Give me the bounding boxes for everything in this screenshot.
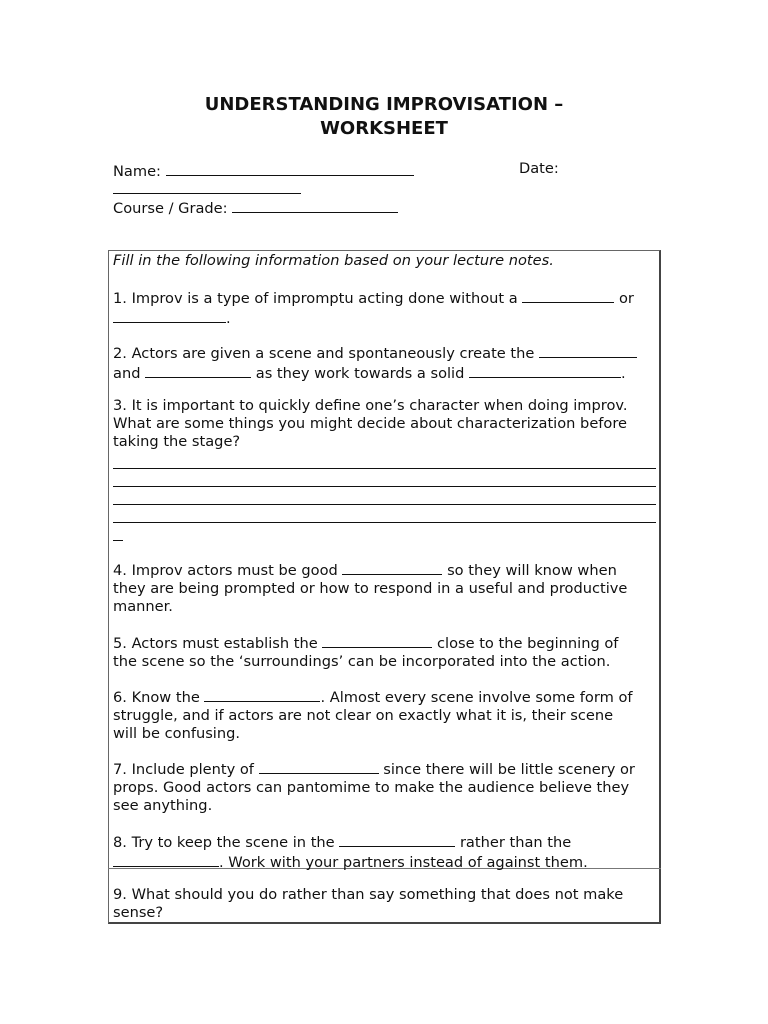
question-7 — [113, 759, 658, 815]
question-3 — [113, 397, 658, 451]
q3-answer-line-3[interactable] — [113, 504, 656, 505]
question-2 — [113, 343, 658, 383]
course-blank[interactable] — [232, 197, 398, 213]
q6-text-b: . Almost every scene involve some form of — [320, 689, 633, 706]
course-field — [113, 197, 398, 218]
q2-blank-1[interactable] — [539, 343, 637, 358]
q4-text-a: 4. Improv actors must be good — [113, 562, 338, 579]
q8-text-a: 8. Try to keep the scene in the — [113, 834, 335, 851]
instructions-text: Fill in the following information based on your lecture notes. — [113, 252, 554, 269]
q8-blank-1[interactable] — [339, 832, 455, 847]
question-4 — [113, 560, 658, 616]
q3-line-2: What are some things you might decide about characterization before — [113, 415, 628, 432]
worksheet-title — [0, 93, 768, 141]
q6-text-a: 6. Know the — [113, 689, 200, 706]
q8-blank-2[interactable] — [113, 852, 219, 867]
question-1 — [113, 288, 658, 328]
q6-blank-1[interactable] — [204, 687, 320, 702]
q7-line-2: props. Good actors can pantomime to make the audience believe they — [113, 779, 630, 796]
course-label: Course / Grade: — [113, 200, 228, 217]
q3-answer-line-4[interactable] — [113, 522, 656, 523]
question-6 — [113, 687, 658, 743]
title-line-1: UNDERSTANDING IMPROVISATION – — [204, 94, 564, 115]
q4-line-2: they are being prompted or how to respond in a useful and productive — [113, 580, 628, 597]
q6-line-2: struggle, and if actors are not clear on exactly what it is, their scene — [113, 707, 614, 724]
q1-text-b: or — [618, 290, 634, 307]
q1-text-a: 1. Improv is a type of impromptu acting done without a — [113, 290, 518, 307]
question-8 — [113, 832, 658, 872]
q9-line-1: 9. What should you do rather than say something that does not make — [113, 886, 624, 903]
date-blank[interactable] — [113, 193, 301, 194]
q5-text-b: close to the beginning of — [436, 635, 619, 652]
q7-blank-1[interactable] — [259, 759, 379, 774]
q5-text-a: 5. Actors must establish the — [113, 635, 318, 652]
q2-text-c: as they work towards a solid — [255, 365, 465, 382]
q3-answer-line-1[interactable] — [113, 468, 656, 469]
q3-answer-line-5[interactable] — [113, 540, 123, 541]
q3-line-1: 3. It is important to quickly define one’s character when doing improv. — [113, 397, 628, 414]
date-label: Date: — [519, 160, 559, 177]
q4-text-b: so they will know when — [447, 562, 617, 579]
q9-line-2: sense? — [113, 904, 164, 921]
q7-line-3: see anything. — [113, 797, 213, 814]
q6-line-3: will be confusing. — [113, 725, 241, 742]
q7-text-b: since there will be little scenery or — [383, 761, 635, 778]
q1-blank-1[interactable] — [522, 288, 614, 303]
name-label: Name: — [113, 163, 161, 180]
q2-text-d: . — [621, 365, 626, 382]
q2-blank-3[interactable] — [469, 363, 621, 378]
q2-blank-2[interactable] — [145, 363, 251, 378]
q4-line-3: manner. — [113, 598, 173, 615]
q1-text-c: . — [226, 310, 231, 327]
q2-text-a: 2. Actors are given a scene and spontaneously create the — [113, 345, 535, 362]
name-blank[interactable] — [166, 160, 414, 176]
q3-line-3: taking the stage? — [113, 433, 241, 450]
question-9 — [113, 886, 658, 922]
q8-text-b: rather than the — [459, 834, 572, 851]
q7-text-a: 7. Include plenty of — [113, 761, 254, 778]
q2-text-b: and — [113, 365, 141, 382]
q3-answer-line-2[interactable] — [113, 486, 656, 487]
q8-text-c: . Work with your partners instead of against them. — [219, 854, 588, 871]
q5-line-2: the scene so the ‘surroundings’ can be incorporated into the action. — [113, 653, 611, 670]
title-line-2: WORKSHEET — [320, 118, 448, 139]
q4-blank-1[interactable] — [342, 560, 442, 575]
name-field — [113, 160, 414, 181]
q5-blank-1[interactable] — [322, 633, 432, 648]
q1-blank-2[interactable] — [113, 308, 226, 323]
question-5 — [113, 633, 658, 671]
